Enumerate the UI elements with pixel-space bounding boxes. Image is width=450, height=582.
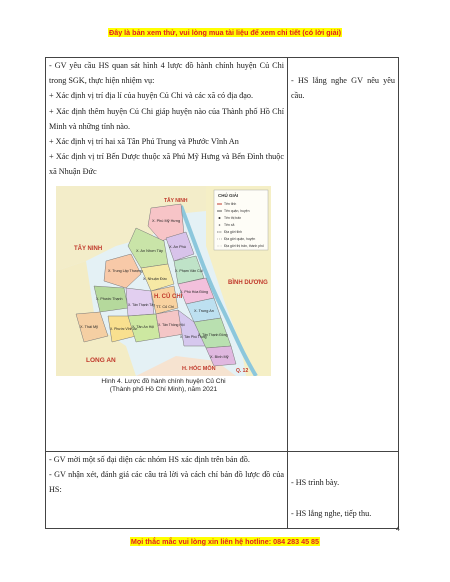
commune-phuoc-hiep xyxy=(126,288,154,316)
lesson-table xyxy=(45,57,399,529)
cu-chi-map xyxy=(56,186,271,376)
task-item: + Xác định vị trí Bến Dược thuộc xã Phú Mỹ Hưng và Bến Đình thuộc xã Nhuận Đức xyxy=(49,152,284,177)
preview-banner-text: Đây là bản xem thử, vui lòng mua tài liệu để xem chi tiết (có lời giải) xyxy=(109,28,341,37)
task-item: + Xác định vị trí hai xã Tân Phú Trung và Phước Vĩnh An xyxy=(49,137,239,147)
label-an-phu: X. An Phú xyxy=(169,244,186,249)
label-binh-my: X. Bình Mỹ xyxy=(210,354,229,359)
task-item: + Xác định thêm huyện Củ Chi giáp huyện nào của Thành phố Hồ Chí Minh và những tỉnh nào. xyxy=(49,106,284,131)
label-pham-van-coi: X. Phạm Văn Cội xyxy=(175,268,203,273)
student-activity-cell xyxy=(288,58,399,452)
legend-item: Tên quận, huyện xyxy=(224,208,250,213)
student-response: - HS lắng nghe GV nêu yêu cầu. xyxy=(291,76,395,101)
map-caption-line1: Hình 4. Lược đồ hành chính huyện Củ Chi xyxy=(101,377,226,385)
label-tan-phu-trung: X. Tân Phú Trung xyxy=(180,334,207,339)
task-item: + Xác định vị trí địa lí của huyện Củ Chi và các xã có địa đạo. xyxy=(49,91,254,101)
teacher-activity-cell xyxy=(46,58,288,452)
map-caption-line2: (Thành phố Hồ Chí Minh), năm 2021 xyxy=(109,386,218,394)
legend-item: Tên thị trấn xyxy=(224,215,242,220)
label-trung-lap-thuong: X. Trung Lập Thượng xyxy=(108,268,143,273)
label-tan-thanh-tay: X. Tân Thạnh Tây xyxy=(128,302,155,307)
page-number: 4 xyxy=(396,526,400,533)
hotline-footer-text: Mọi thắc mắc vui lòng xin liên hệ hotline: 084 283 45 85 xyxy=(130,537,320,546)
label-thai-my: X. Thái Mỹ xyxy=(80,324,99,329)
label-tay-ninh-left: TÂY NINH xyxy=(74,245,103,252)
label-phu-hoa-dong: X. Phú Hòa Đông xyxy=(180,289,208,294)
hotline-footer xyxy=(0,537,450,546)
legend-item: Địa giới quận, huyện xyxy=(224,236,256,241)
map-legend xyxy=(214,190,268,250)
teacher-activity-cell xyxy=(46,452,288,529)
table-row xyxy=(46,452,399,529)
label-phuoc-vinh-an: X. Phước Vĩnh An xyxy=(110,326,138,331)
cu-chi-map-figure xyxy=(56,186,271,395)
map-caption xyxy=(56,378,271,395)
legend-item: Địa giới tỉnh xyxy=(224,229,243,234)
label-hoc-mon: H. HÓC MÔN xyxy=(182,365,216,372)
label-tan-thong-hoi: X. Tân Thông Hội xyxy=(158,322,185,327)
teacher-step: - GV mời một số đại diện các nhóm HS xác định trên bản đồ. xyxy=(49,455,250,464)
label-long-an: LONG AN xyxy=(86,356,116,364)
label-tan-thanh-dong: X. Tân Thạnh Đông xyxy=(198,332,228,337)
label-cu-chi: H. CỦ CHI xyxy=(154,293,183,300)
label-an-nhon-tay: X. An Nhơn Tây xyxy=(136,248,163,253)
label-binh-duong: BÌNH DƯƠNG xyxy=(228,279,268,286)
student-activity-cell xyxy=(288,452,399,529)
label-phu-my-hung: X. Phú Mỹ Hưng xyxy=(152,218,181,223)
preview-banner xyxy=(0,28,450,37)
label-tan-an-hoi: X. Tân An Hội xyxy=(132,324,155,329)
legend-item: Địa giới thị trấn, thành phố xyxy=(224,243,264,248)
label-tt-cu-chi: TT. Củ Chi xyxy=(156,304,174,309)
legend-item: Tên tỉnh xyxy=(224,201,237,206)
student-response: - HS trình bày. xyxy=(291,478,340,487)
label-nhuan-duc: X. Nhuận Đức xyxy=(143,276,168,281)
student-response: - HS lắng nghe, tiếp thu. xyxy=(291,509,372,519)
task-intro: - GV yêu cầu HS quan sát hình 4 lược đồ hành chính huyện Củ Chi trong SGK, thực hiện nhiệm vụ: xyxy=(49,61,284,86)
legend-item: Tên xã xyxy=(224,222,235,227)
legend-title: CHÚ GIẢI xyxy=(218,192,239,198)
label-phuoc-thanh: X. Phước Thạnh xyxy=(96,296,123,301)
label-q12: Q. 12 xyxy=(236,367,249,374)
teacher-step: - GV nhận xét, đánh giá các câu trả lời và cách chỉ bản đồ lược đồ của HS: xyxy=(49,470,284,495)
label-trung-an: X. Trung An xyxy=(194,308,214,313)
label-tay-ninh-top: TÂY NINH xyxy=(164,197,188,204)
table-row xyxy=(46,58,399,452)
